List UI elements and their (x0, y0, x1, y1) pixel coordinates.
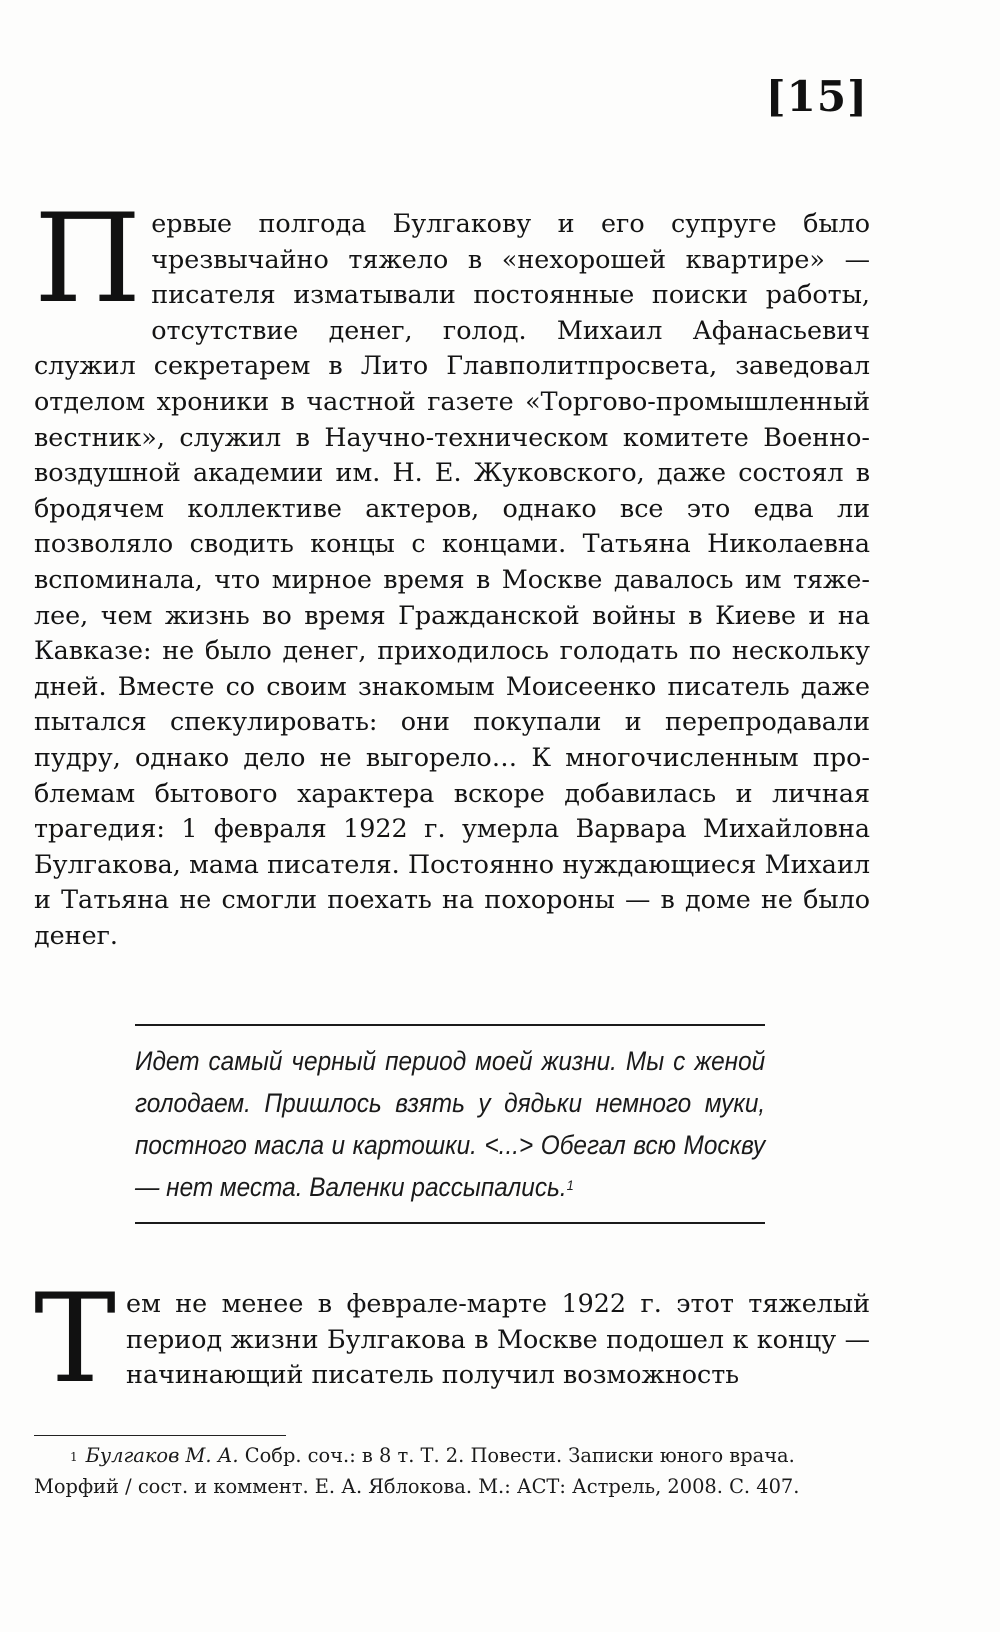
quote-top-rule (135, 1024, 765, 1026)
footnote-mark: 1 (70, 1450, 78, 1464)
paragraph-2 (34, 1268, 870, 1411)
footnote-text: Собр. соч.: в 8 т. Т. 2. Повести. Записки юного врача. Морфий / сост. и коммент. Е. А. Яблокова. М.: АСТ: Астрель, 2008. С. 407. (34, 1444, 800, 1498)
footnote (34, 1440, 870, 1502)
page-number: [15] (765, 72, 868, 121)
footnote-rule (34, 1435, 286, 1436)
paragraph-1-text: ервые полгода Булгакову и его супруге было чрезвычайно тяжело в «нехорошей квартире» — писателя изматывали постоянные поиски работы, отсутствие денег, голод. Михаил Афанасьевич служил секретарем в Лито Главполитпросвета, заведовал отделом хроники в частной газете «Торгово-промышленный вестник», служил в Научно-техническом комитете Военно-воздушной академии им. Н. Е. Жуковского, даже состоял в бродячем коллективе актеров, однако все это едва ли позволяло сводить концы с концами. Татьяна Николаевна вспоминала, что мирное время в Москве давалось им тяжелее, чем жизнь во время Гражданской войны в Киеве и на Кавказе: не было денег, приходилось голодать по нескольку дней. Вместе со своим знакомым Моисеенко писатель даже пытался спекулировать: они покупали и перепродавали пудру, однако дело не выгорело… К многочисленным проблемам бытового характера вскоре добавилась и личная трагедия: 1 февраля 1922 г. умерла Варвара Михайловна Булгакова, мама писателя. Постоянно нуждающиеся Михаил и Татьяна не смогли поехать на похороны — в доме не было денег. (34, 208, 870, 950)
quote-bottom-rule (135, 1222, 765, 1224)
epigraph-quote (135, 1040, 765, 1208)
drop-cap-p: П (34, 188, 142, 331)
quote-text: Идет самый черный период моей жизни. Мы с женой голодаем. Пришлось взять у дядьки немного муки, постного масла и картошки. <...> Обегал всю Москву — нет места. Валенки рассыпались. (135, 1046, 766, 1202)
drop-cap-t: Т (34, 1268, 117, 1411)
paragraph-2-text: ем не менее в феврале-марте 1922 г. этот тяжелый период жизни Булгакова в Москве подошел к концу — начинающий писатель получил возможность (126, 1288, 870, 1390)
paragraph-1 (34, 188, 870, 953)
footnote-reference[interactable]: 1 (566, 1177, 574, 1193)
footnote-author: Булгаков М. А. (85, 1444, 239, 1467)
